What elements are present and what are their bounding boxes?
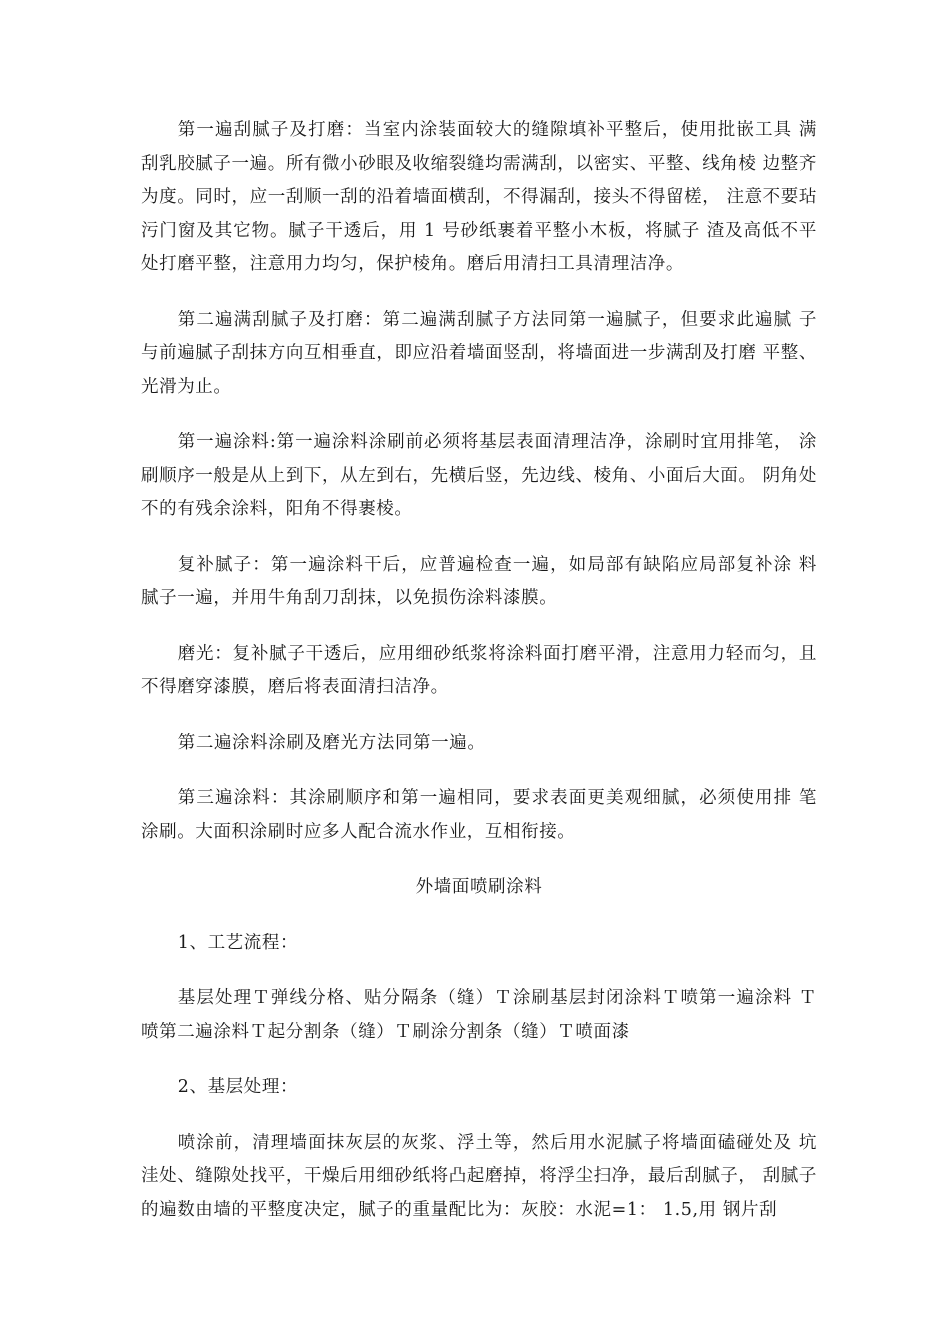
subheading-base-treatment: 2、基层处理：	[177, 1077, 299, 1097]
paragraph-polishing: 磨光：复补腻子干透后，应用细砂纸浆将涂料面打磨平滑，注意用力轻而匀，且不得磨穿漆膜，磨后将表面清扫洁净。	[141, 643, 817, 697]
paragraph-first-putty-coat: 第一遍刮腻子及打磨：当室内涂装面较大的缝隙填补平整后，使用批嵌工具 满刮乳胶腻子一遍。所有微小砂眼及收缩裂缝均需满刮，以密实、平整、线角棱 边整齐为度。同时，应一刮顺一刮的沿着墙面横刮，不得漏刮，接头不得留槎， 注意不要玷污门窗及其它物。腻子干透后，用 1 号砂纸裹着平整小木板，将腻子 渣及高低不平处打磨平整，注意用力均匀，保护棱角。磨后用清扫工具清理洁净。	[141, 120, 817, 274]
section-title: 外墙面喷刷涂料	[415, 877, 543, 897]
paragraph-second-putty-coat: 第二遍满刮腻子及打磨：第二遍满刮腻子方法同第一遍腻子，但要求此遍腻 子与前遍腻子刮抹方向互相垂直，即应沿着墙面竖刮，将墙面进一步满刮及打磨 平整、光滑为止。	[141, 309, 817, 397]
paragraph-putty-touchup: 复补腻子：第一遍涂料干后，应普遍检查一遍，如局部有缺陷应局部复补涂 料腻子一遍，并用牛角刮刀刮抹，以免损伤涂料漆膜。	[141, 554, 817, 608]
subheading-process-flow: 1、工艺流程：	[177, 932, 299, 953]
paragraph-process-flow: 基层处理Ｔ弹线分格、贴分隔条（缝）Ｔ涂刷基层封闭涂料Ｔ喷第一遍涂料 Ｔ喷第二遍涂料Ｔ起分割条（缝）Ｔ刷涂分割条（缝）Ｔ喷面漆	[141, 988, 817, 1042]
paragraph-base-treatment: 喷涂前，清理墙面抹灰层的灰浆、浮土等，然后用水泥腻子将墙面磕碰处及 坑洼处、缝隙处找平，干燥后用细砂纸将凸起磨掉，将浮尘扫净，最后刮腻子， 刮腻子的遍数由墙的平整度决定，腻子的重量配比为：灰胶：水泥=1： 1.5,用 钢片刮	[141, 1132, 817, 1220]
document-body	[141, 114, 817, 1249]
paragraph-third-paint-coat: 第三遍涂料：其涂刷顺序和第一遍相同，要求表面更美观细腻，必须使用排 笔涂刷。大面积涂刷时应多人配合流水作业，互相衔接。	[141, 788, 817, 842]
paragraph-first-paint-coat: 第一遍涂料:第一遍涂料涂刷前必须将基层表面清理洁净，涂刷时宜用排笔， 涂刷顺序一般是从上到下，从左到右，先横后竖，先边线、棱角、小面后大面。 阴角处不的有残余涂料，阳角不得裹棱。	[141, 432, 817, 519]
paragraph-second-paint-coat: 第二遍涂料涂刷及磨光方法同第一遍。	[177, 732, 486, 753]
